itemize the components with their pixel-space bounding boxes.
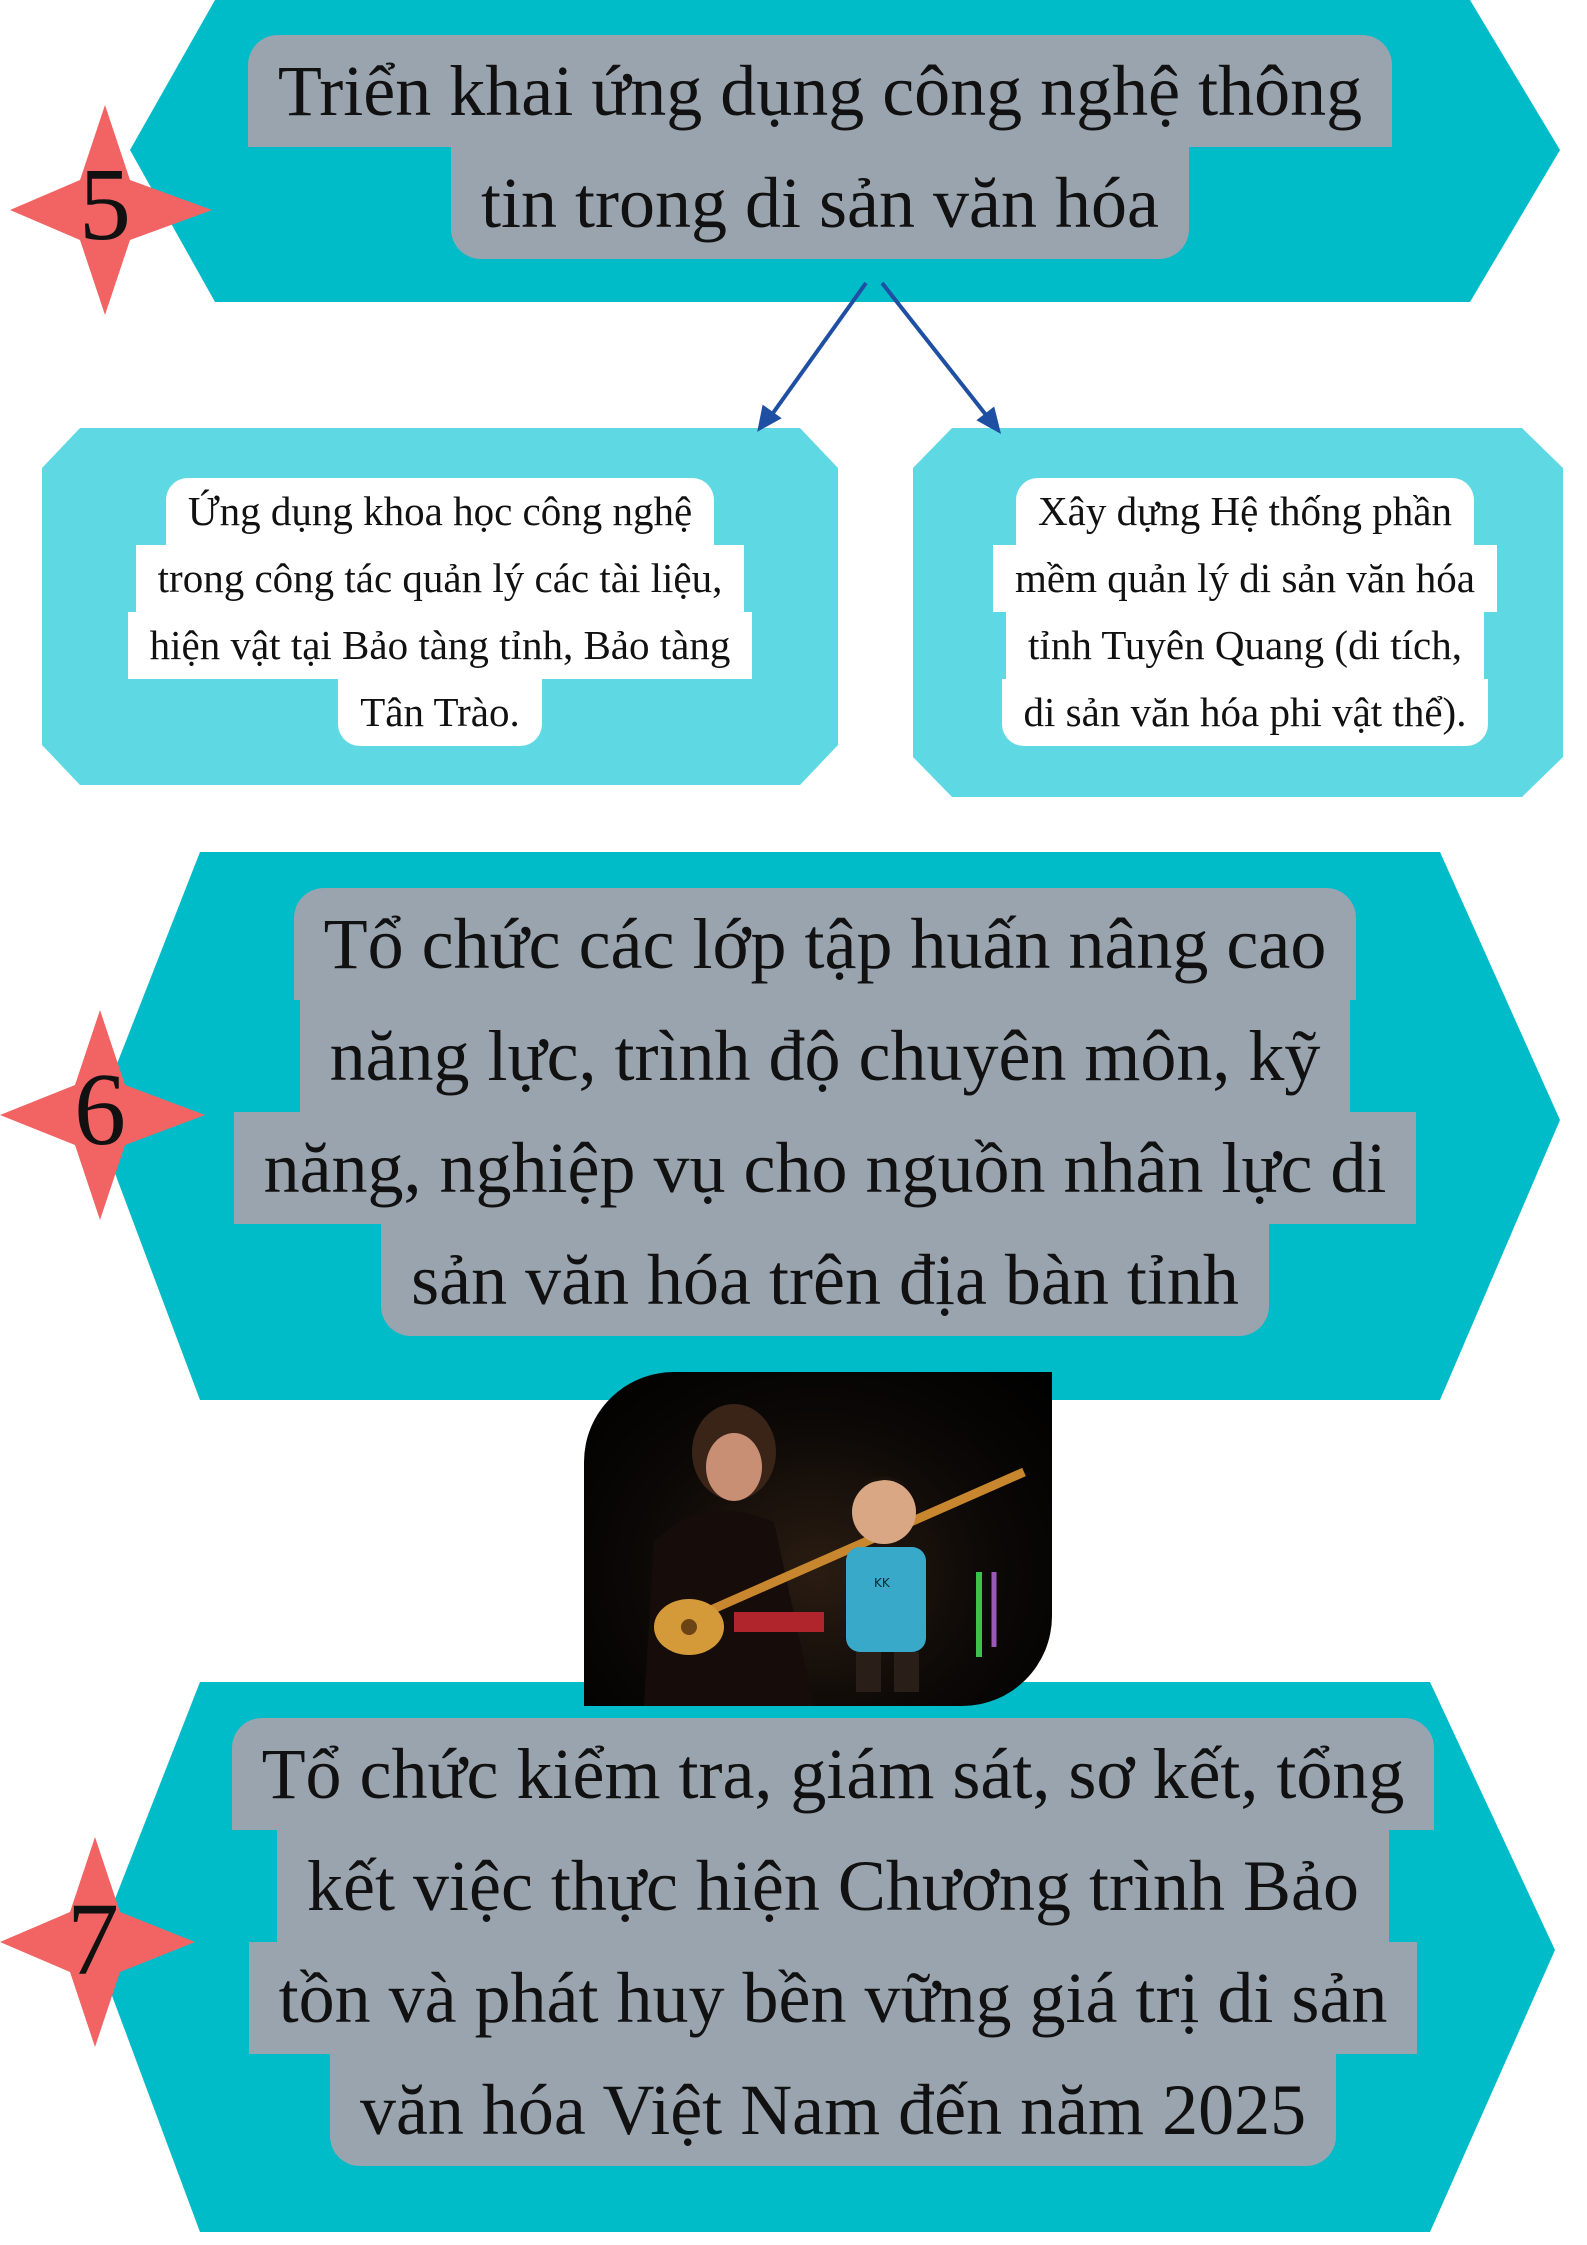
step5-title-line2: tin trong di sản văn hóa <box>451 147 1189 259</box>
step6-number: 6 <box>74 1052 126 1167</box>
step6-title-line2: năng lực, trình độ chuyên môn, kỹ <box>300 1000 1351 1112</box>
subitem-right-line4: di sản văn hóa phi vật thể). <box>1002 679 1489 746</box>
subitem-right-line3: tỉnh Tuyên Quang (di tích, <box>1006 612 1484 679</box>
step7-title-line2: kết việc thực hiện Chương trình Bảo <box>277 1830 1389 1942</box>
step5-subitem-right <box>950 478 1540 746</box>
step5-subitem-left <box>60 478 820 746</box>
subitem-right-line1: Xây dựng Hệ thống phần <box>1016 478 1474 545</box>
step6-title-line4: sản văn hóa trên địa bàn tỉnh <box>381 1224 1269 1336</box>
step5-title-line1: Triển khai ứng dụng công nghệ thông <box>248 35 1392 147</box>
step7-title-line4: văn hóa Việt Nam đến năm 2025 <box>330 2054 1336 2166</box>
subitem-right-line2: mềm quản lý di sản văn hóa <box>993 545 1497 612</box>
step5-title <box>170 35 1470 259</box>
photo-woman-teaching-child-instrument <box>584 1372 1052 1706</box>
subitem-left-line2: trong công tác quản lý các tài liệu, <box>136 545 745 612</box>
subitem-left-line3: hiện vật tại Bảo tàng tỉnh, Bảo tàng <box>128 612 753 679</box>
step7-title <box>183 1718 1483 2166</box>
step6-title <box>175 888 1475 1336</box>
step6-title-line1: Tổ chức các lớp tập huấn nâng cao <box>294 888 1357 1000</box>
step7-title-line1: Tổ chức kiểm tra, giám sát, sơ kết, tổng <box>232 1718 1435 1830</box>
subitem-left-line4: Tân Trào. <box>338 679 541 746</box>
step7-number: 7 <box>67 1882 119 1997</box>
connector-arrows <box>760 283 998 430</box>
subitem-left-line1: Ứng dụng khoa học công nghệ <box>166 478 714 545</box>
step5-number: 5 <box>79 147 131 262</box>
step7-title-line3: tồn và phát huy bền vững giá trị di sản <box>249 1942 1418 2054</box>
step6-title-line3: năng, nghiệp vụ cho nguồn nhân lực di <box>234 1112 1417 1224</box>
svg-text:KK: KK <box>874 1576 890 1590</box>
